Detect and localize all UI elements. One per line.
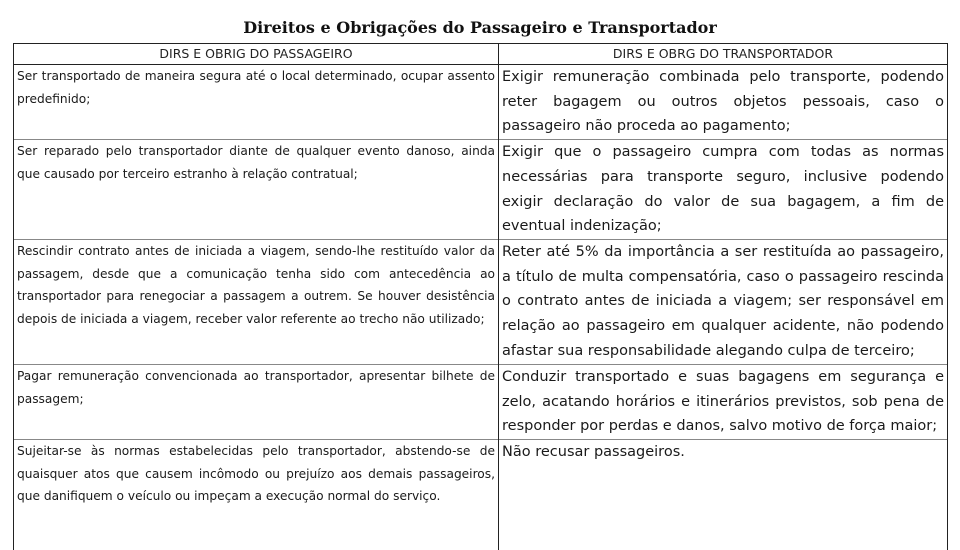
passageiro-cell: Ser reparado pelo transportador diante de qualquer evento danoso, ainda que causado por terceiro estranho à relação contratual; [14, 140, 499, 240]
transportador-cell: Conduzir transportado e suas bagagens em segurança e zelo, acatando horários e itinerários previstos, sob pena de responder por perdas e danos, salvo motivo de força maior; [499, 364, 948, 439]
transportador-cell: Reter até 5% da importância a ser restituída ao passageiro, a título de multa compensatória, caso o passageiro rescinda o contrato antes de iniciada a viagem; ser responsável em relação ao passageiro em qualquer acidente, não podendo afastar sua responsabilidade alegando culpa de terceiro; [499, 239, 948, 364]
table-row [14, 239, 948, 364]
passageiro-cell: Rescindir contrato antes de iniciada a viagem, sendo-lhe restituído valor da passagem, desde que a comunicação tenha sido com antecedência ao transportador para renegociar a passagem a outrem. Se houver desistência depois de iniciada a viagem, receber valor referente ao trecho não utilizado; [14, 239, 499, 364]
transportador-cell: Exigir remuneração combinada pelo transporte, podendo reter bagagem ou outros objetos pessoais, caso o passageiro não proceda ao pagamento; [499, 65, 948, 140]
table-header-row [14, 44, 948, 65]
header-transportador: DIRS E OBRG DO TRANSPORTADOR [499, 44, 948, 65]
passageiro-cell: Pagar remuneração convencionada ao transportador, apresentar bilhete de passagem; [14, 364, 499, 439]
table-row [14, 140, 948, 240]
passageiro-cell: Ser transportado de maneira segura até o local determinado, ocupar assento predefinido; [14, 65, 499, 140]
table-row [14, 364, 948, 439]
rights-obligations-table [13, 43, 948, 550]
table-row [14, 65, 948, 140]
transportador-cell: Não recusar passageiros. [499, 440, 948, 550]
passageiro-cell: Sujeitar-se às normas estabelecidas pelo transportador, abstendo-se de quaisquer atos que causem incômodo ou prejuízo aos demais passageiros, que danifiquem o veículo ou impeçam a execução normal do serviço. [14, 440, 499, 550]
transportador-cell: Exigir que o passageiro cumpra com todas as normas necessárias para transporte seguro, inclusive podendo exigir declaração do valor de sua bagagem, a fim de eventual indenização; [499, 140, 948, 240]
table-row [14, 440, 948, 550]
page-title: Direitos e Obrigações do Passageiro e Transportador [243, 18, 717, 37]
header-passageiro: DIRS E OBRIG DO PASSAGEIRO [14, 44, 499, 65]
